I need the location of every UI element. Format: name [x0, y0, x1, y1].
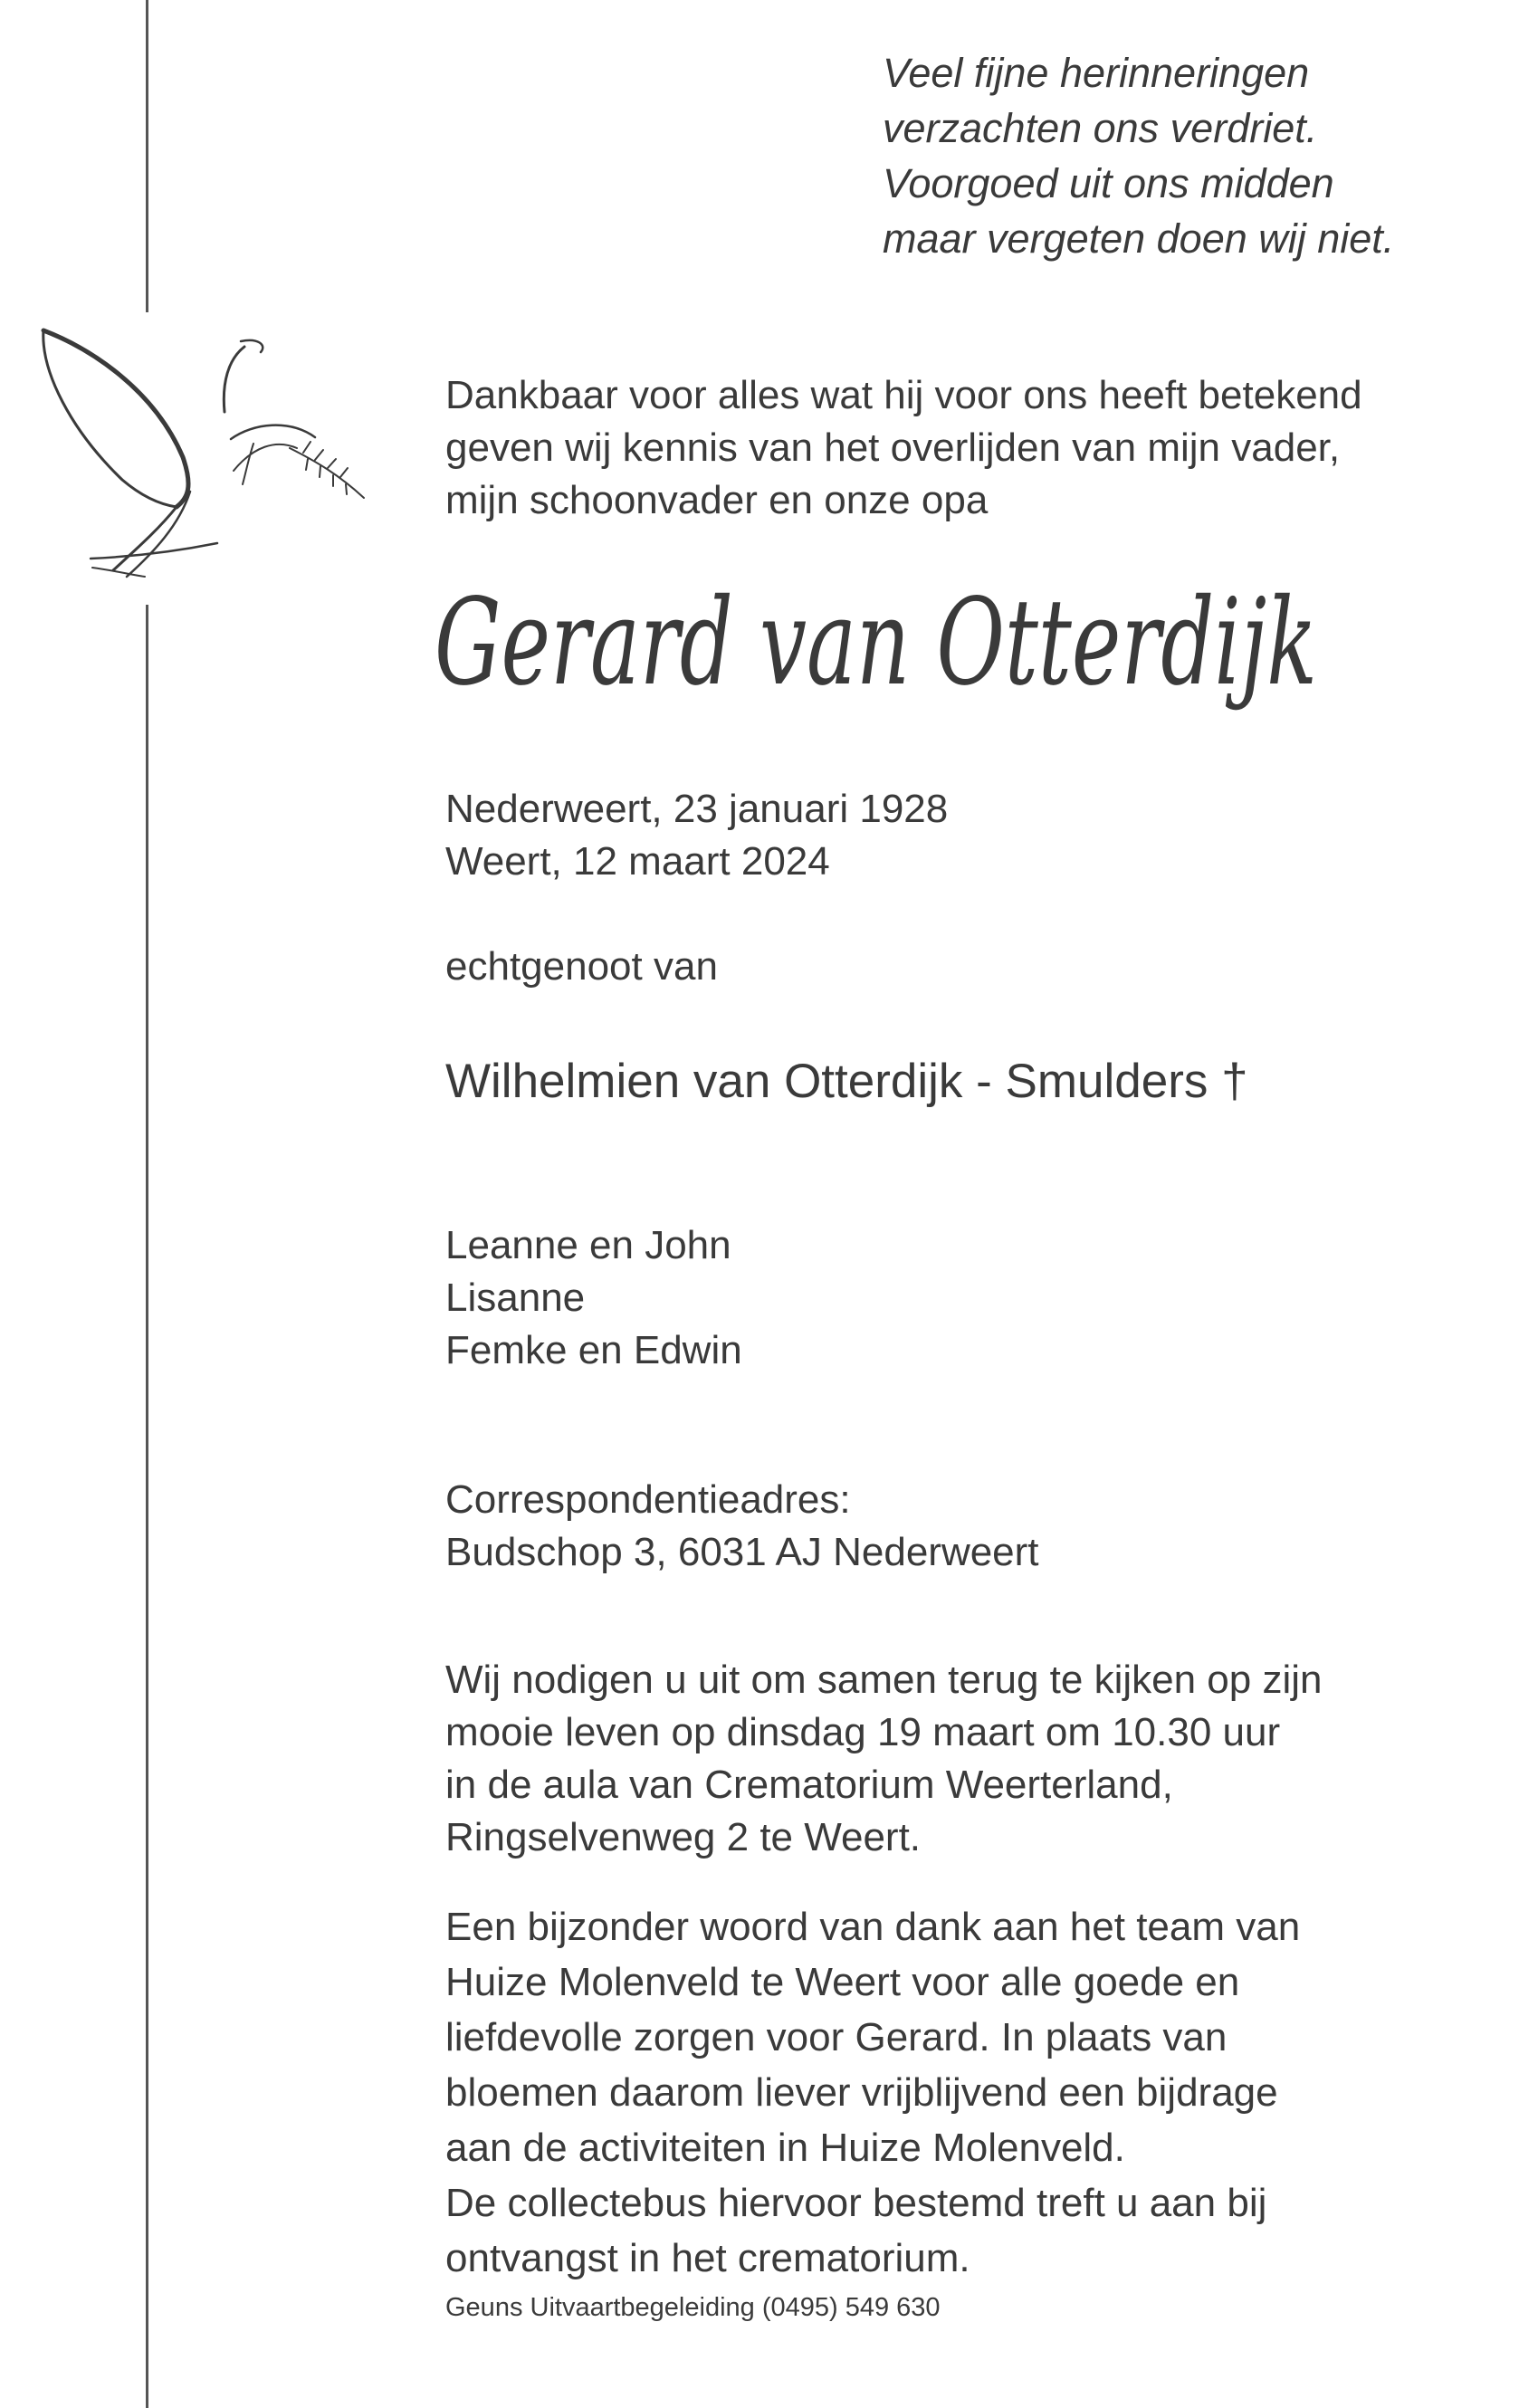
poem-line: verzachten ons verdriet.: [883, 105, 1318, 151]
intro-line: Dankbaar voor alles wat hij voor ons heeft betekend: [445, 373, 1362, 417]
thanks-paragraph: [445, 1899, 1300, 2286]
death-line: Weert, 12 maart 2024: [445, 839, 830, 884]
thanks-line: ontvangst in het crematorium.: [445, 2236, 970, 2280]
invitation-line: Ringselvenweg 2 te Weert.: [445, 1815, 922, 1859]
invitation-line: mooie leven op dinsdag 19 maart om 10.30 uur: [445, 1710, 1281, 1754]
family-member: Femke en Edwin: [445, 1328, 742, 1372]
poem-line: maar vergeten doen wij niet.: [883, 215, 1395, 262]
birth-line: Nederweert, 23 januari 1928: [445, 787, 949, 831]
spouse-name: Wilhelmien van Otterdijk - Smulders †: [445, 1055, 1248, 1108]
family-member: Leanne en John: [445, 1223, 731, 1267]
undertaker-footer: Geuns Uitvaartbegeleiding (0495) 549 630: [445, 2293, 941, 2322]
spouse-prefix-text: echtgenoot van: [445, 944, 718, 989]
family-list: [445, 1219, 742, 1377]
deceased-name-script: [435, 561, 1340, 769]
thanks-line: bloemen daarom liever vrijblijvend een bijdrage: [445, 2070, 1278, 2115]
correspondence-value: Budschop 3, 6031 AJ Nederweert: [445, 1530, 1039, 1574]
vertical-rule-top: [146, 0, 148, 312]
thanks-line: Een bijzonder woord van dank aan het team van: [445, 1905, 1301, 1949]
poem-line: Veel fijne herinneringen: [883, 50, 1310, 96]
invitation-line: Wij nodigen u uit om samen terug te kijken op zijn: [445, 1658, 1323, 1702]
thanks-line: Huize Molenveld te Weert voor alle goede en: [445, 1960, 1240, 2004]
poem-line: Voorgoed uit ons midden: [883, 160, 1334, 206]
vertical-rule-bottom: [146, 605, 148, 2408]
spouse-prefix: [445, 941, 718, 993]
deceased-name: Gerard van Otterdijk: [435, 573, 1317, 712]
family-member: Lisanne: [445, 1276, 586, 1320]
thanks-line: aan de activiteiten in Huize Molenveld.: [445, 2126, 1125, 2170]
thanks-line: liefdevolle zorgen voor Gerard. In plaats van: [445, 2015, 1228, 2059]
thanks-line: De collectebus hiervoor bestemd treft u aan bij: [445, 2181, 1267, 2225]
dove-with-branch-icon: [27, 312, 371, 611]
intro-line: geven wij kennis van het overlijden van mijn vader,: [445, 425, 1341, 470]
poem: [883, 45, 1394, 266]
correspondence-label: Correspondentieadres:: [445, 1477, 851, 1522]
correspondence-address: [445, 1474, 1039, 1579]
invitation-paragraph: [445, 1654, 1323, 1864]
invitation-line: in de aula van Crematorium Weerterland,: [445, 1763, 1173, 1807]
intro-paragraph: [445, 369, 1362, 527]
intro-line: mijn schoonvader en onze opa: [445, 478, 989, 522]
life-dates: [445, 783, 948, 888]
